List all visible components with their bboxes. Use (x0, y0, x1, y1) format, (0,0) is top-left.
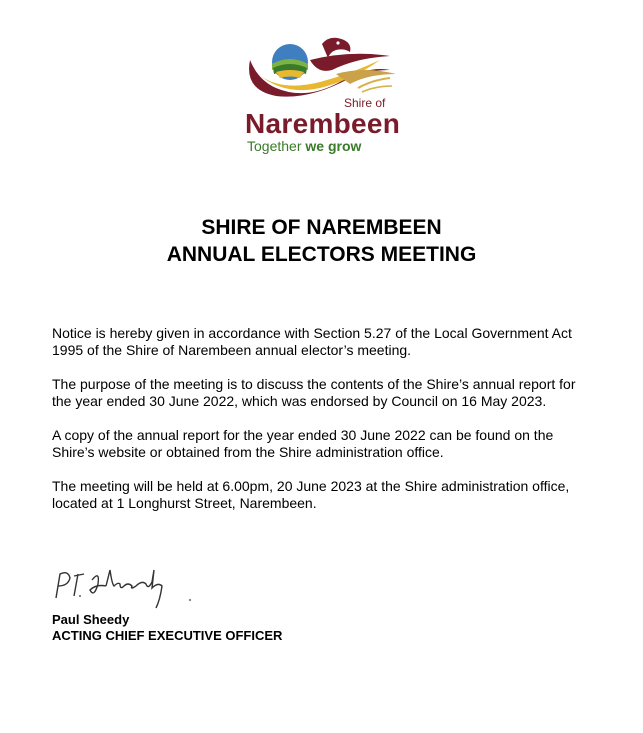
logo-shire-of-text: Shire of (344, 96, 386, 110)
tagline-start: Together (247, 138, 306, 154)
title-line-2: ANNUAL ELECTORS MEETING (166, 243, 477, 266)
notice-body (52, 325, 597, 529)
shire-logo (240, 30, 405, 158)
logo-tagline (247, 138, 361, 154)
logo-town-name: Narembeen (245, 108, 401, 139)
paragraph: The meeting will be held at 6.00pm, 20 June 2023 at the Shire administration office, located at 1 Longhurst Street, Narembeen. (52, 478, 570, 511)
handwritten-signature (50, 560, 210, 615)
tagline-bold: we grow (305, 138, 362, 154)
title-line-1: SHIRE OF NAREMBEEN (201, 216, 442, 239)
paragraph: Notice is hereby given in accordance with Section 5.27 of the Local Government Act 1995 of the Shire of Narembeen annual elector’s meeting. (52, 325, 572, 358)
paragraph: A copy of the annual report for the year ended 30 June 2022 can be found on the Shire’s website or obtained from the Shire administration office. (52, 427, 554, 460)
notice-title (0, 214, 643, 268)
paragraph: The purpose of the meeting is to discuss the contents of the Shire’s annual report for the year ended 30 June 2022, which was endorsed by Council on 16 May 2023. (52, 376, 576, 409)
signatory-name: Paul Sheedy (52, 612, 130, 627)
signatory-title: ACTING CHIEF EXECUTIVE OFFICER (52, 628, 283, 643)
